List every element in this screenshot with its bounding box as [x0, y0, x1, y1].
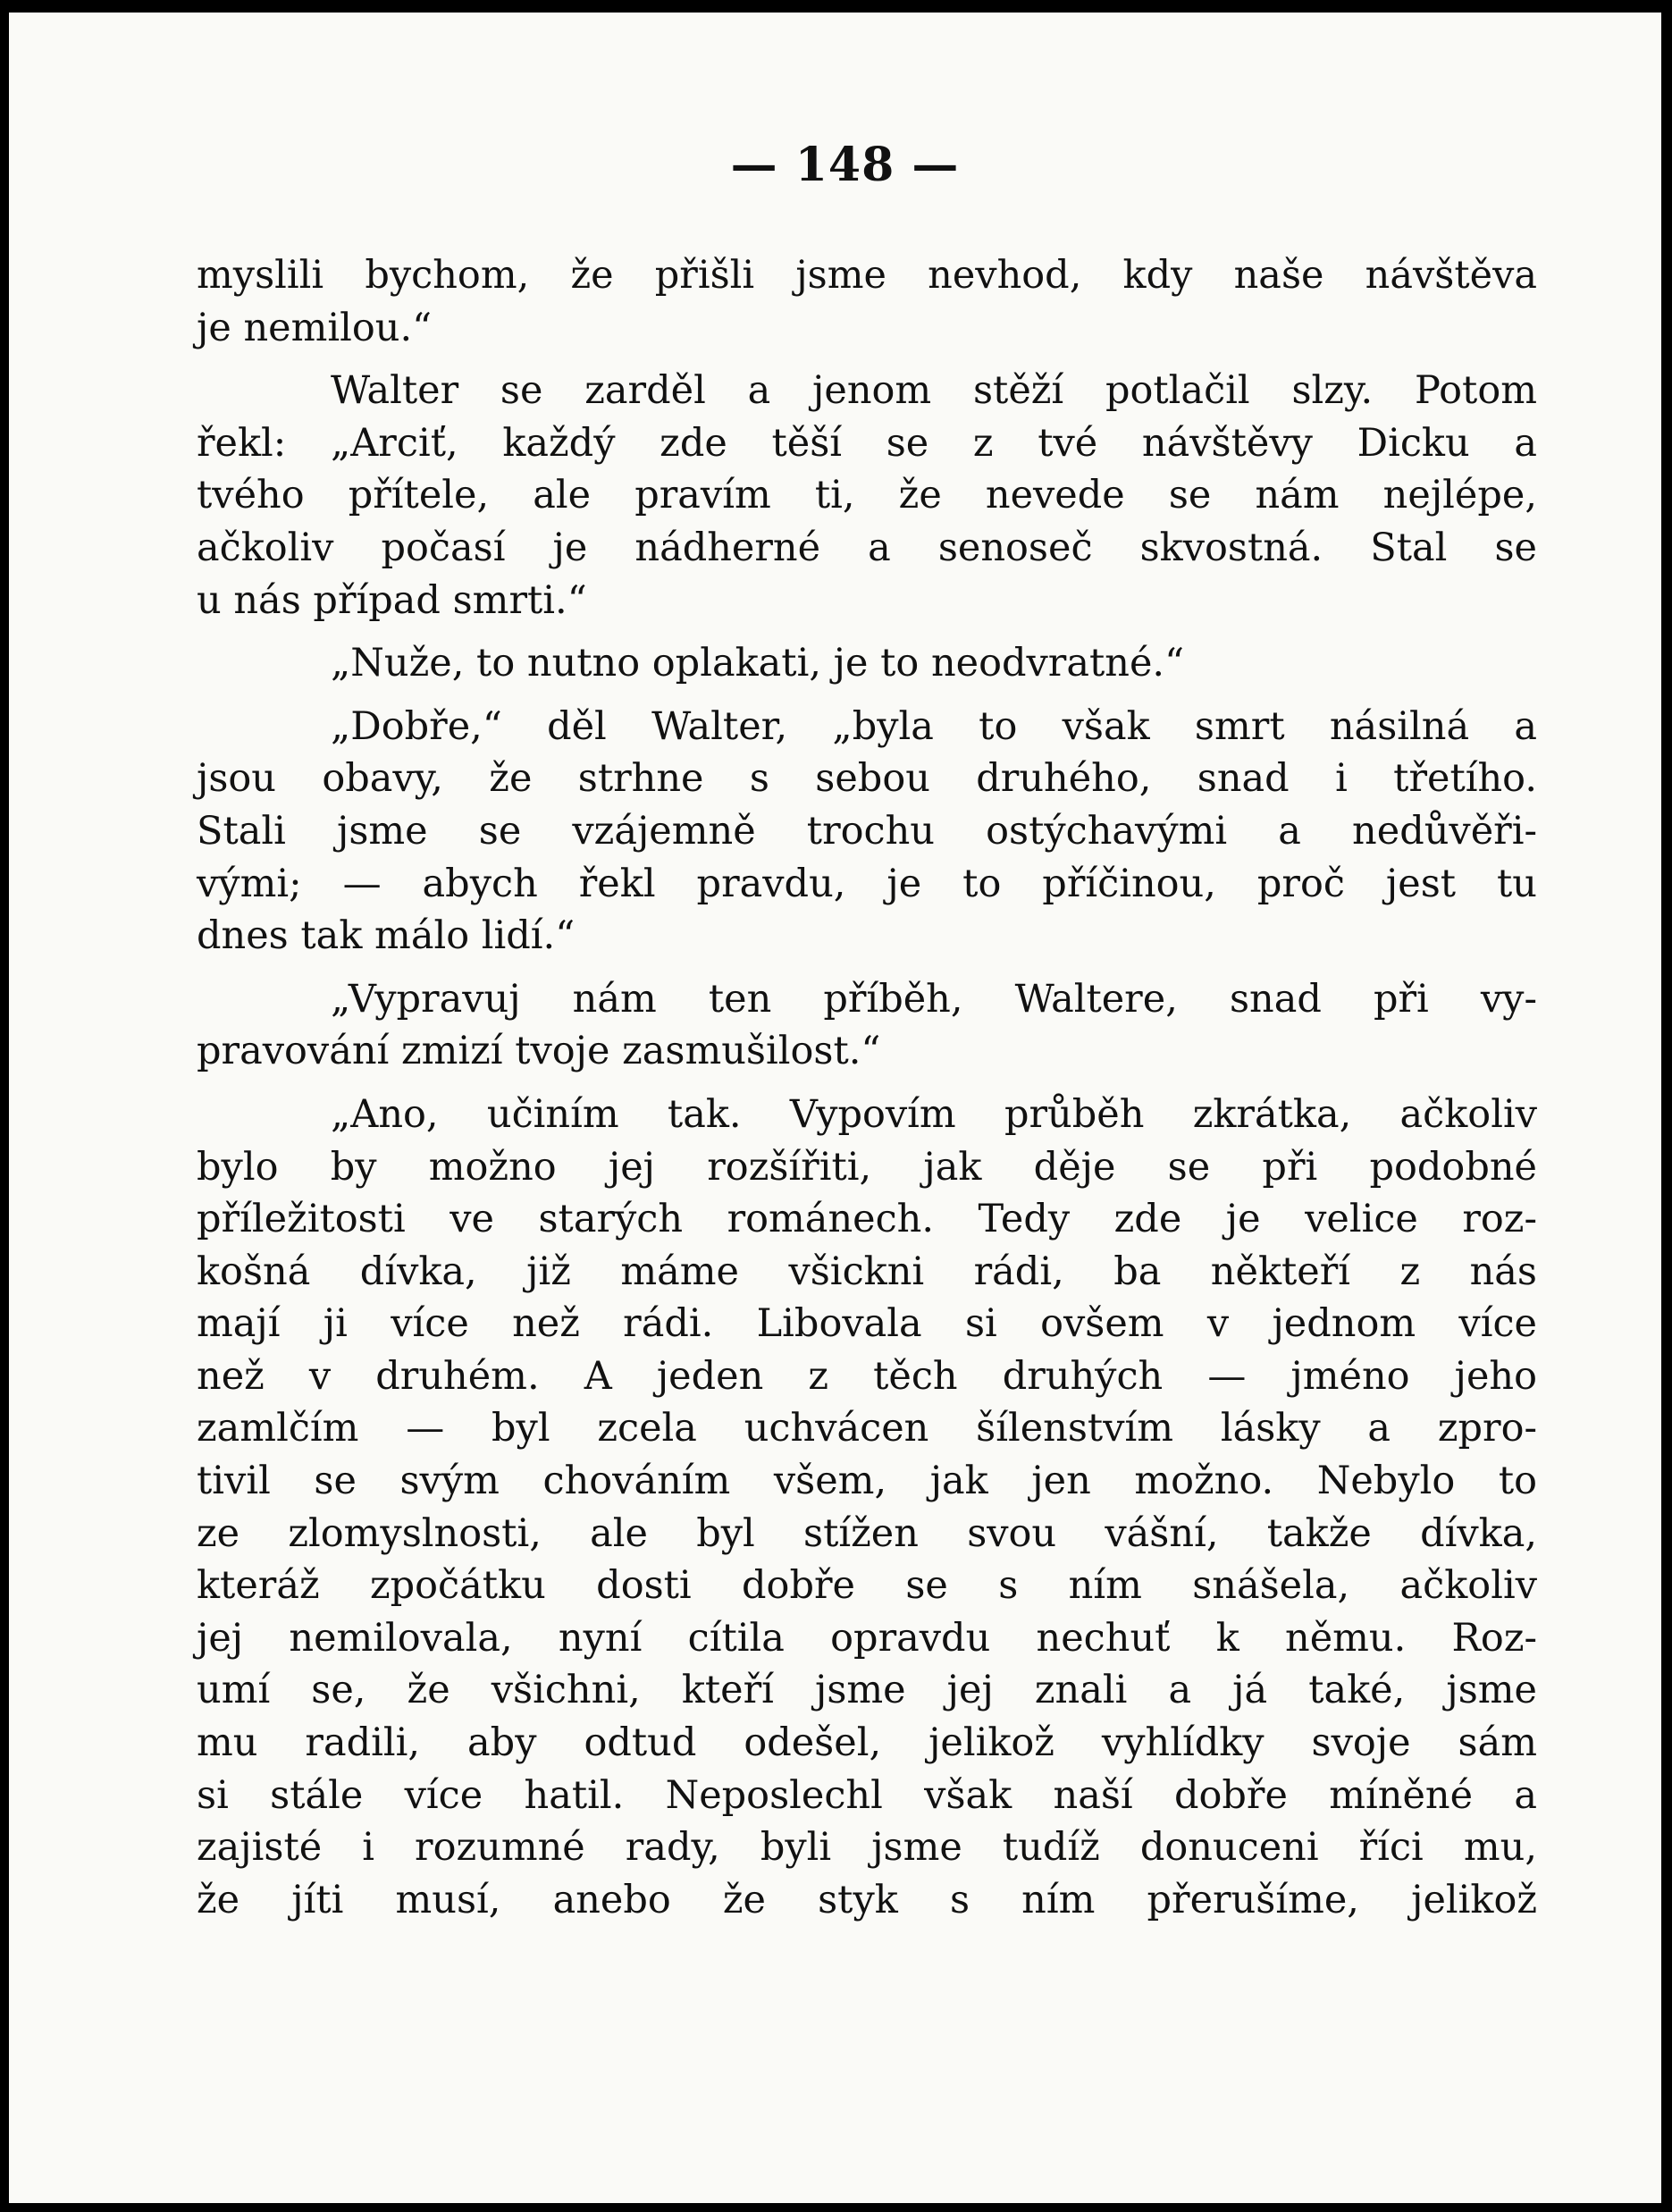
paragraph — [197, 701, 1537, 963]
paragraph — [197, 637, 1537, 690]
text-line: jej nemilovala, nyní cítila opravdu nechuť k němu. Roz- — [197, 1615, 1537, 1661]
text-line: tivil se svým chováním všem, jak jen možno. Nebylo to — [197, 1459, 1537, 1504]
text-line: Stali jsme se vzájemně trochu ostýchavými a nedůvěři- — [197, 808, 1537, 854]
text-line: že jíti musí, anebo že styk s ním přerušíme, jelikož — [197, 1877, 1537, 1922]
text-line: jsou obavy, že strhne s sebou druhého, snad i třetího. — [197, 756, 1537, 802]
text-line: si stále více hatil. Neposlechl však naší dobře míněné a — [197, 1772, 1537, 1818]
text-line: mu radili, aby odtud odešel, jelikož vyhlídky svoje sám — [197, 1720, 1537, 1766]
text-line: „Ano, učiním tak. Vypovím průběh zkrátka, ačkoliv — [331, 1091, 1537, 1137]
text-body — [197, 249, 1537, 1926]
text-line: než v druhém. A jeden z těch druhých — jméno jeho — [197, 1353, 1537, 1399]
text-line: „Vypravuj nám ten příběh, Waltere, snad při vy- — [331, 976, 1537, 1022]
text-line: zamlčím — byl zcela uchvácen šílenstvím lásky a zpro- — [197, 1406, 1537, 1451]
text-line: dnes tak málo lidí.“ — [197, 913, 576, 959]
text-line: zajisté i rozumné rady, byli jsme tudíž donuceni říci mu, — [197, 1825, 1537, 1871]
paragraph — [197, 249, 1537, 354]
text-line: řekl: „Arciť, každý zde těší se z tvé návštěvy Dicku a — [197, 420, 1537, 466]
text-line: myslili bychom, že přišli jsme nevhod, kdy naše návštěva — [197, 253, 1537, 298]
page-number: — 148 — — [730, 138, 960, 192]
text-line: vými; — abych řekl pravdu, je to příčinou, proč jest tu — [197, 861, 1537, 906]
text-line: umí se, že všichni, kteří jsme jej znali a já také, jsme — [197, 1668, 1537, 1713]
text-line: „Nuže, to nutno oplakati, je to neodvratné.“ — [331, 641, 1185, 686]
text-line: pravování zmizí tvoje zasmušilost.“ — [197, 1029, 881, 1074]
text-line: ze zlomyslnosti, ale byl stížen svou vášní, takže dívka, — [197, 1510, 1537, 1556]
text-line: příležitosti ve starých románech. Tedy zde je velice roz- — [197, 1197, 1537, 1242]
text-line: u nás případ smrti.“ — [197, 577, 587, 623]
paragraph — [197, 1089, 1537, 1927]
text-line: kteráž zpočátku dosti dobře se s ním snášela, ačkoliv — [197, 1563, 1537, 1609]
text-line: košná dívka, již máme všickni rádi, ba někteří z nás — [197, 1249, 1537, 1294]
paragraph — [197, 973, 1537, 1078]
text-line: „Dobře,“ děl Walter, „byla to však smrt násilná a — [331, 703, 1537, 749]
paragraph — [197, 365, 1537, 627]
text-line: tvého přítele, ale pravím ti, že nevede se nám nejlépe, — [197, 473, 1537, 518]
text-line: bylo by možno jej rozšířiti, jak děje se při podobné — [197, 1144, 1537, 1190]
text-line: Walter se zarděl a jenom stěží potlačil slzy. Potom — [331, 368, 1537, 414]
text-line: ačkoliv počasí je nádherné a senoseč skvostná. Stal se — [197, 525, 1537, 570]
text-line: mají ji více než rádi. Libovala si ovšem v jednom více — [197, 1301, 1537, 1347]
text-line: je nemilou.“ — [197, 305, 433, 350]
